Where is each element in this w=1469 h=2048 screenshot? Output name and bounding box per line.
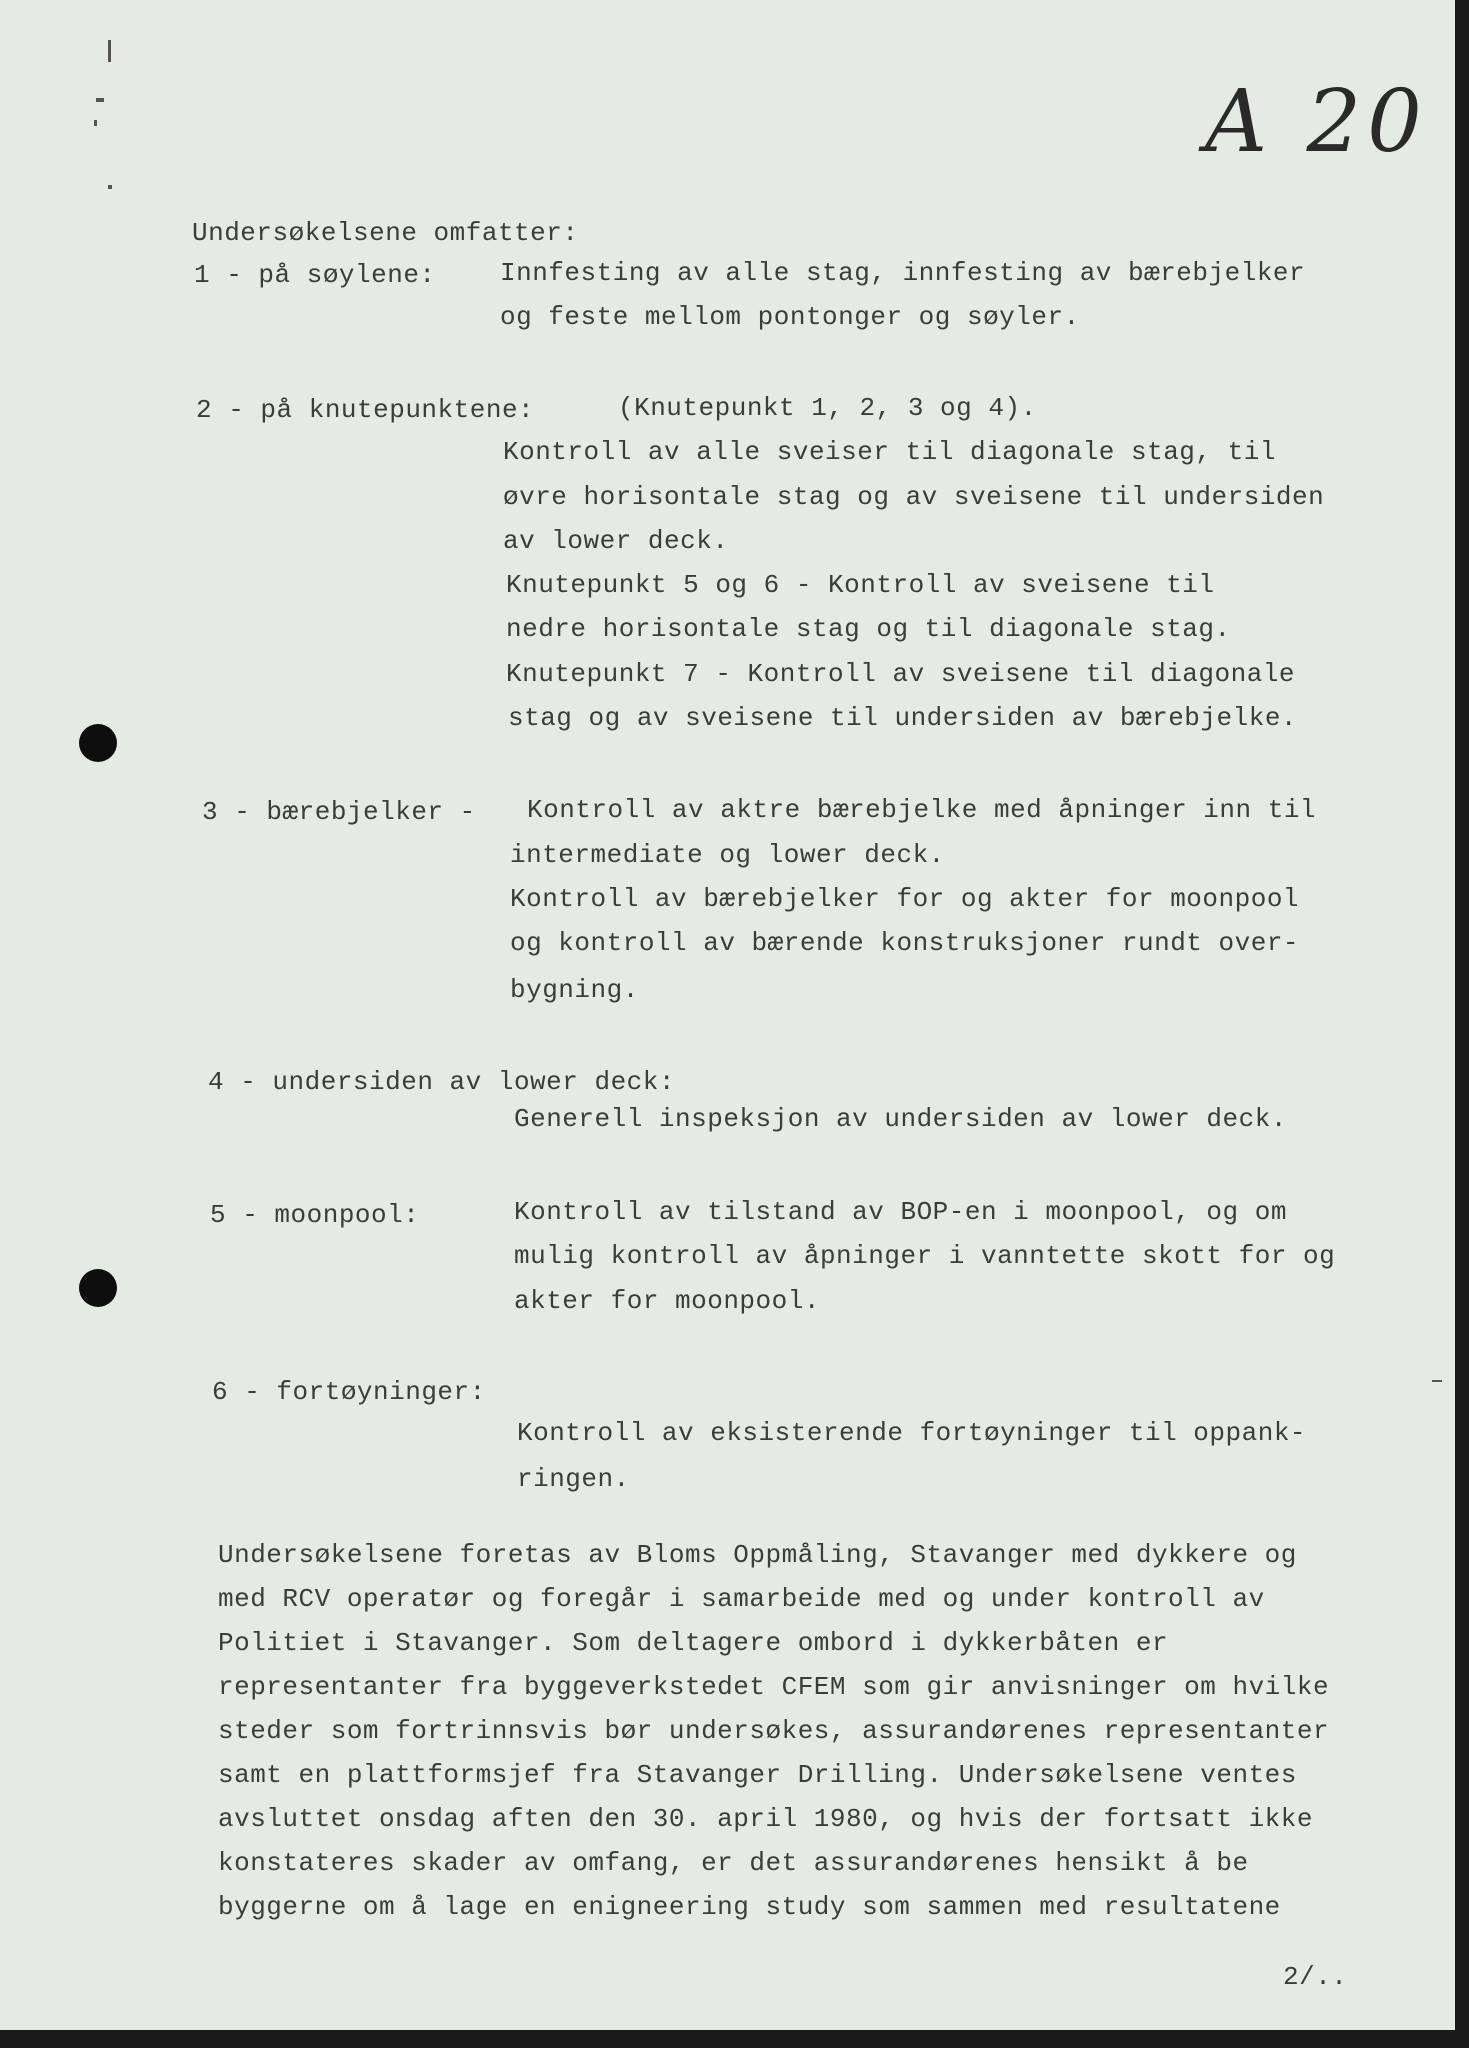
item2-line: nedre horisontale stag og til diagonale stag. <box>506 614 1231 644</box>
punch-hole-icon <box>79 1269 117 1307</box>
item2-line: Knutepunkt 5 og 6 - Kontroll av sveisene til <box>506 570 1215 600</box>
margin-mark <box>1432 1380 1442 1382</box>
item1-label: 1 - på søylene: <box>194 260 436 290</box>
paragraph-line: representanter fra byggeverkstedet CFEM som gir anvisninger om hvilke <box>218 1672 1330 1702</box>
item5-line: Kontroll av tilstand av BOP-en i moonpool, og om <box>514 1197 1287 1227</box>
item3-line: bygning. <box>510 975 639 1005</box>
item2-line: av lower deck. <box>503 526 729 556</box>
item6-line: ringen. <box>517 1464 630 1494</box>
item5-line: mulig kontroll av åpninger i vanntette skott for og <box>514 1241 1336 1271</box>
item2-line: Kontroll av alle sveiser til diagonale stag, til <box>503 437 1276 467</box>
item3-label: 3 - bærebjelker - <box>202 797 476 827</box>
intro-heading: Undersøkelsene omfatter: <box>192 218 579 248</box>
item4-label: 4 - undersiden av lower deck: <box>208 1067 675 1097</box>
margin-mark <box>108 185 112 189</box>
margin-mark <box>94 120 97 126</box>
paragraph-line: med RCV operatør og foregår i samarbeide med og under kontroll av <box>218 1584 1265 1614</box>
paragraph-line: Undersøkelsene foretas av Bloms Oppmåling, Stavanger med dykkere og <box>218 1540 1297 1570</box>
item5-line: akter for moonpool. <box>514 1286 820 1316</box>
item2-line: øvre horisontale stag og av sveisene til undersiden <box>503 482 1325 512</box>
item3-line: Kontroll av aktre bærebjelke med åpninger inn til <box>527 795 1317 825</box>
page-continuation: 2/.. <box>1283 1962 1348 1992</box>
item6-label: 6 - fortøyninger: <box>212 1377 486 1407</box>
paragraph-line: konstateres skader av omfang, er det assurandørenes hensikt å be <box>218 1848 1249 1878</box>
punch-hole-icon <box>79 724 117 762</box>
item5-label: 5 - moonpool: <box>210 1200 420 1230</box>
item6-line: Kontroll av eksisterende fortøyninger til oppank- <box>517 1418 1307 1448</box>
paragraph-line: Politiet i Stavanger. Som deltagere ombord i dykkerbåten er <box>218 1628 1169 1658</box>
item2-label: 2 - på knutepunktene: <box>196 395 535 425</box>
handwritten-page-mark: A 20 <box>1205 72 1428 172</box>
item3-line: intermediate og lower deck. <box>510 840 945 870</box>
margin-mark <box>96 98 104 102</box>
margin-mark <box>108 40 111 62</box>
paragraph-line: byggerne om å lage en enigneering study som sammen med resultatene <box>218 1892 1281 1922</box>
item4-line: Generell inspeksjon av undersiden av lower deck. <box>514 1104 1287 1134</box>
paragraph-line: samt en plattformsjef fra Stavanger Drilling. Undersøkelsene ventes <box>218 1760 1297 1790</box>
item3-line: Kontroll av bærebjelker for og akter for moonpool <box>510 884 1300 914</box>
item2-label-note: (Knutepunkt 1, 2, 3 og 4). <box>618 393 1037 423</box>
item1-line: Innfesting av alle stag, innfesting av bærebjelker <box>500 258 1306 288</box>
item2-line: Knutepunkt 7 - Kontroll av sveisene til diagonale <box>506 659 1296 689</box>
item3-line: og kontroll av bærende konstruksjoner rundt over- <box>510 928 1300 958</box>
paragraph-line: avsluttet onsdag aften den 30. april 1980, og hvis der fortsatt ikke <box>218 1804 1313 1834</box>
item2-line: stag og av sveisene til undersiden av bærebjelke. <box>508 703 1298 733</box>
paragraph-line: steder som fortrinnsvis bør undersøkes, assurandørenes representanter <box>218 1716 1330 1746</box>
item1-line: og feste mellom pontonger og søyler. <box>500 302 1080 332</box>
